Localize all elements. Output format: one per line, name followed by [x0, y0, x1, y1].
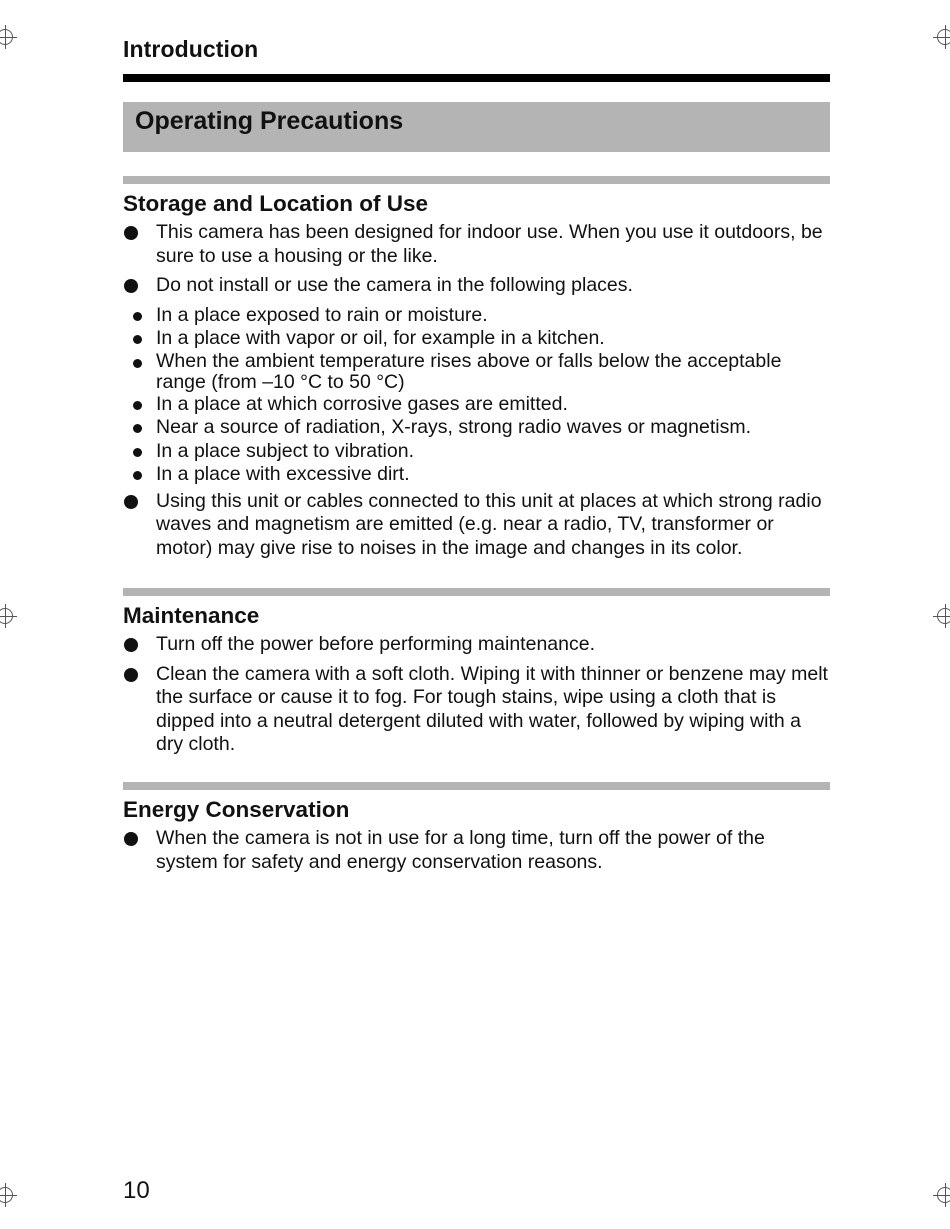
sub-list-item	[123, 304, 830, 328]
list-item-text: When the ambient temperature rises above or falls below the acceptable range (from –10 °C to 50 °C)	[156, 349, 782, 393]
sub-list-item	[123, 416, 830, 440]
sub-list-item	[123, 393, 830, 417]
section-rule	[123, 588, 830, 596]
bullet-icon	[124, 279, 138, 293]
list-item-text: Clean the camera with a soft cloth. Wiping it with thinner or benzene may melt the surface or cause it to fog. For tough stains, wipe using a cloth that is dipped into a neutral detergent diluted with water, followed by wiping with a dry cloth.	[156, 662, 828, 755]
sub-list-item	[123, 327, 830, 351]
page-number: 10	[123, 1177, 150, 1204]
sub-list-item	[123, 463, 830, 487]
small-bullet-icon	[133, 448, 142, 457]
list-item-text: In a place with excessive dirt.	[156, 463, 410, 485]
list-item	[123, 663, 830, 757]
section-heading: Energy Conservation	[123, 797, 350, 822]
list-item-text: Using this unit or cables connected to this unit at places at which strong radio waves and magnetism are emitted (e.g. near a radio, TV, transformer or motor) may give rise to noises in the image and changes in its color.	[156, 489, 822, 559]
small-bullet-icon	[133, 471, 142, 480]
page-title: Operating Precautions	[135, 107, 404, 135]
list-item-text: Do not install or use the camera in the following places.	[156, 274, 633, 296]
list-item-text: In a place with vapor or oil, for example in a kitchen.	[156, 327, 605, 349]
bullet-icon	[124, 668, 138, 682]
list-item	[123, 274, 830, 298]
small-bullet-icon	[133, 401, 142, 410]
list-item	[123, 490, 830, 561]
registration-mark-mid-left	[0, 604, 17, 628]
small-bullet-icon	[133, 424, 142, 433]
small-bullet-icon	[133, 312, 142, 321]
list-item-text: Turn off the power before performing maintenance.	[156, 633, 595, 655]
list-item-text: In a place exposed to rain or moisture.	[156, 303, 488, 326]
section-rule	[123, 176, 830, 184]
bullet-icon	[124, 638, 138, 652]
bullet-icon	[124, 495, 138, 509]
registration-mark-mid-right	[933, 604, 950, 628]
list-item-text: In a place at which corrosive gases are emitted.	[156, 392, 568, 415]
header-rule	[123, 74, 830, 82]
list-item	[123, 633, 830, 657]
list-item-text: Near a source of radiation, X-rays, strong radio waves or magnetism.	[156, 416, 752, 438]
sub-list-item	[123, 440, 830, 464]
section-rule	[123, 782, 830, 790]
list-item-text: In a place subject to vibration.	[156, 439, 414, 462]
small-bullet-icon	[133, 359, 142, 368]
sub-list-item	[123, 351, 830, 393]
list-item-text: When the camera is not in use for a long time, turn off the power of the system for safety and energy conservation reasons.	[156, 827, 765, 873]
registration-mark-top-left	[0, 25, 17, 49]
bullet-icon	[124, 832, 138, 846]
registration-mark-top-right	[933, 25, 950, 49]
bullet-icon	[124, 226, 138, 240]
section-heading: Maintenance	[123, 603, 260, 628]
small-bullet-icon	[133, 335, 142, 344]
section-energy	[123, 782, 830, 874]
section-storage	[123, 176, 830, 560]
registration-mark-bottom-left	[0, 1183, 17, 1207]
list-item	[123, 221, 830, 268]
section-maintenance	[123, 588, 830, 757]
registration-mark-bottom-right	[933, 1183, 950, 1207]
running-head: Introduction	[123, 36, 259, 62]
list-item	[123, 827, 830, 874]
list-item-text: This camera has been designed for indoor use. When you use it outdoors, be sure to use a housing or the like.	[156, 221, 823, 267]
section-heading: Storage and Location of Use	[123, 191, 429, 216]
